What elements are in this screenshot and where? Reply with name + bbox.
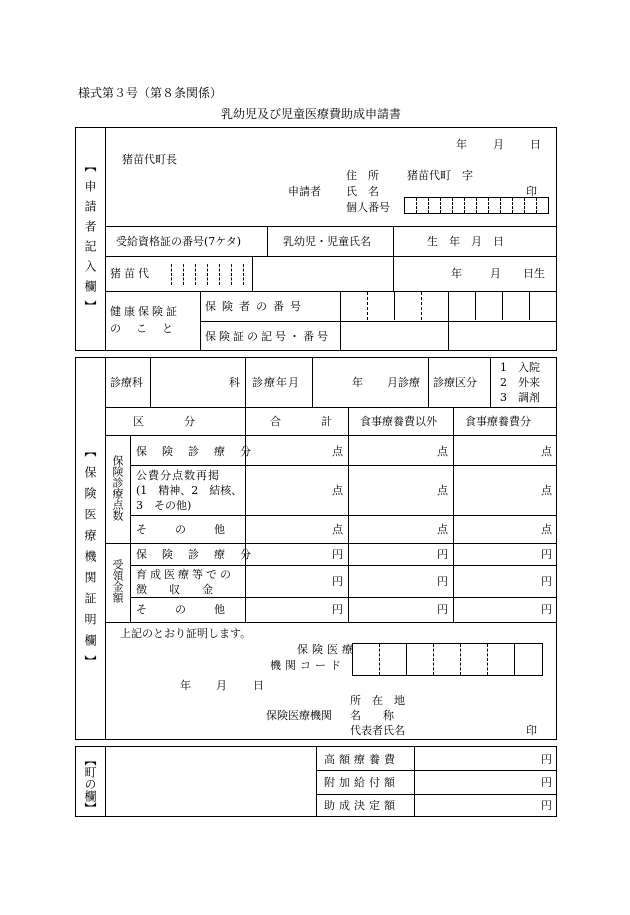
points-row-3-nonmeal-unit: 点: [437, 523, 448, 536]
insurance-label-2: の こ と: [110, 322, 175, 335]
inst-name-label: 名 称: [350, 709, 394, 722]
certify-text: 上記のとおり証明します。: [120, 627, 252, 640]
amount-row-3-nonmeal-unit: 円: [437, 603, 448, 616]
category-option-2[interactable]: 2 外来: [500, 376, 540, 389]
applicant-seal: 印: [526, 185, 537, 198]
points-row-1-total-unit: 点: [332, 445, 343, 458]
inst-label: 保険医療機関: [266, 709, 332, 722]
cert-prefix: 猪苗代: [110, 267, 152, 280]
points-row-3-meal-unit: 点: [541, 523, 552, 536]
cert-year: 年: [180, 679, 191, 692]
amount-row-3-meal-unit: 円: [541, 603, 552, 616]
form-number: 様式第３号（第８条関係）: [78, 86, 223, 100]
insurer-number-label: 保険者の番号: [205, 300, 307, 313]
amount-row-3-label: そ の 他: [136, 603, 227, 616]
treatment-year: 年: [352, 376, 363, 389]
medical-section-label: 【保険医療機関証明欄】: [83, 445, 97, 676]
points-row-2-nonmeal-unit: 点: [437, 484, 448, 497]
points-row-3-label: そ の 他: [136, 523, 227, 536]
points-group-label: 保険診療点数: [111, 455, 124, 521]
header-category: 区 分: [133, 415, 201, 428]
cert-day: 日: [253, 679, 264, 692]
category-option-3[interactable]: 3 調剤: [500, 391, 540, 404]
amount-row-1-total-unit: 円: [332, 548, 343, 561]
town-row-1-unit: 円: [541, 753, 552, 766]
insurance-symbol-input[interactable]: [341, 322, 556, 350]
child-name-input[interactable]: [253, 257, 392, 290]
amount-row-1-label: 保 険 診 療 分: [136, 548, 253, 561]
category-option-1[interactable]: 1 入院: [500, 361, 540, 374]
dept-input[interactable]: [151, 358, 226, 406]
treatment-date-label: 診療年月: [252, 376, 300, 389]
cert-number-label: 受給資格証の番号(7ケタ): [116, 235, 242, 248]
application-year: 年: [456, 138, 467, 151]
amount-row-2-label-line-2: 徴 収 金: [136, 583, 213, 596]
cert-number-input[interactable]: [168, 262, 248, 286]
points-row-3-total-unit: 点: [332, 523, 343, 536]
address-value[interactable]: 猪苗代町 字: [407, 169, 473, 182]
address-label: 住 所: [346, 169, 379, 182]
applicant-label: 申請者: [288, 185, 321, 198]
inst-seal: 印: [526, 724, 537, 737]
points-row-2-label-line-3: 3 その他): [136, 499, 192, 512]
town-row-3-unit: 円: [541, 799, 552, 812]
points-row-2-meal-unit: 点: [541, 484, 552, 497]
points-row-1-nonmeal-unit: 点: [437, 445, 448, 458]
amount-row-1-nonmeal-unit: 円: [437, 548, 448, 561]
amount-row-3-total-unit: 円: [332, 603, 343, 616]
header-meal: 食事療養費分: [465, 415, 531, 428]
dept-suffix: 科: [229, 376, 240, 389]
location-label: 所 在 地: [350, 694, 405, 707]
application-month: 月: [493, 138, 504, 151]
points-row-2-label-line-2: (1 精神、2 結核、: [136, 484, 243, 497]
birth-date-label: 生 年 月 日: [427, 235, 504, 248]
birth-month: 月: [490, 267, 501, 280]
category-label: 診療区分: [433, 376, 477, 389]
points-row-2-label-line-1: 公費分点数再掲: [136, 469, 220, 482]
amount-row-2-nonmeal-unit: 円: [437, 575, 448, 588]
amount-row-2-total-unit: 円: [332, 575, 343, 588]
town-row-2-unit: 円: [541, 776, 552, 789]
birth-day: 日生: [523, 267, 545, 280]
child-name-label: 乳幼児・児童氏名: [283, 235, 371, 248]
points-row-2-total-unit: 点: [332, 484, 343, 497]
my-number-label: 個人番号: [346, 201, 390, 214]
application-day: 日: [530, 138, 541, 151]
town-row-3-label: 助成決定額: [324, 799, 399, 812]
applicant-section-label: 【申請者記入欄】: [83, 160, 97, 320]
header-non-meal: 食事療養費以外: [360, 415, 437, 428]
rep-label: 代表者氏名: [350, 724, 405, 737]
form-title: 乳幼児及び児童医療費助成申請書: [221, 107, 402, 121]
amount-row-2-meal-unit: 円: [541, 575, 552, 588]
addressee: 猪苗代町長: [122, 153, 177, 166]
treatment-month: 月診療: [387, 376, 420, 389]
name-label: 氏 名: [346, 185, 379, 198]
town-row-2-label: 附加給付額: [324, 776, 399, 789]
insurance-label-1: 健康保険証: [110, 305, 180, 318]
town-row-1-label: 高額療養費: [324, 753, 399, 766]
amount-row-1-meal-unit: 円: [541, 548, 552, 561]
inst-code-label-1: 保険医療: [297, 643, 357, 656]
points-row-1-label: 保 険 診 療 分: [136, 445, 253, 458]
insurance-symbol-label: 保険証の記号・番号: [205, 330, 331, 343]
amount-row-2-label-line-1: 育成医療等での: [136, 568, 234, 581]
points-row-1-meal-unit: 点: [541, 445, 552, 458]
header-total: 合 計: [270, 415, 338, 428]
birth-year: 年: [451, 267, 462, 280]
town-section-label: 【町の欄】: [83, 754, 97, 814]
cert-month: 月: [216, 679, 227, 692]
dept-label: 診療科: [110, 376, 143, 389]
amount-group-label: 受領金額: [111, 559, 124, 603]
inst-code-label-2: 機関コード: [270, 659, 345, 672]
